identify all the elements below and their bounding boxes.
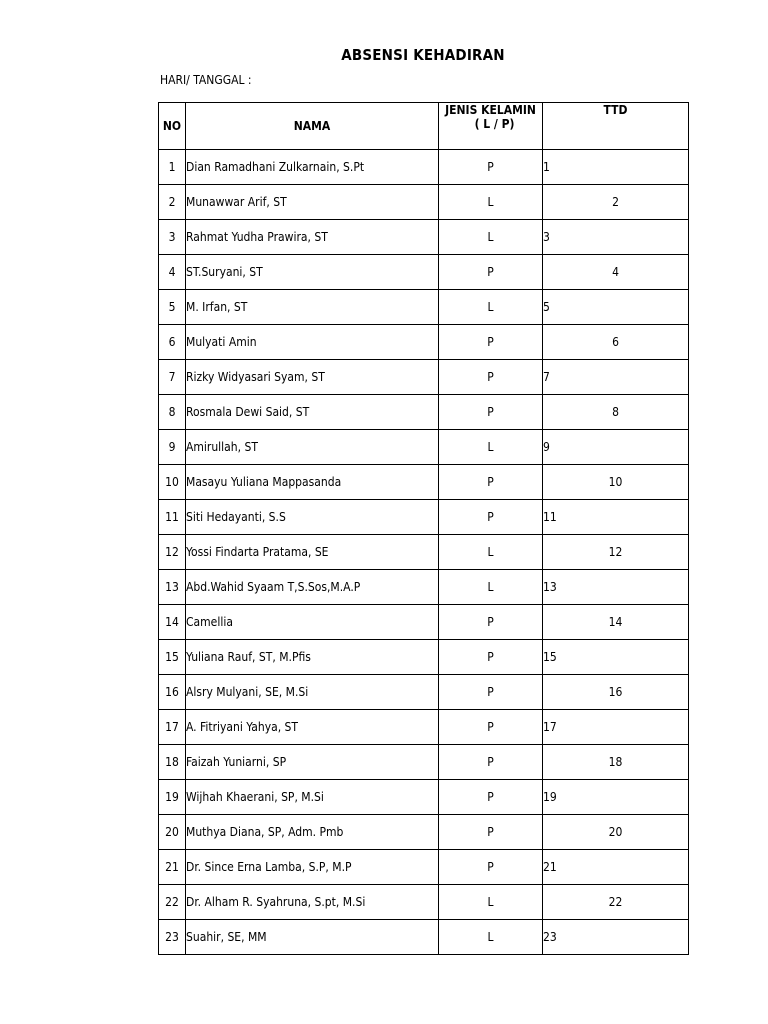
row-number: 22 (159, 885, 186, 920)
table-row (159, 430, 689, 465)
row-gender: L (439, 570, 543, 605)
row-signature: 18 (543, 745, 689, 780)
row-number: 23 (159, 920, 186, 955)
row-signature: 17 (543, 710, 689, 745)
table-row (159, 570, 689, 605)
row-number: 2 (159, 185, 186, 220)
row-number: 4 (159, 255, 186, 290)
row-gender: P (439, 395, 543, 430)
row-gender: P (439, 815, 543, 850)
row-name: Siti Hedayanti, S.S (186, 500, 439, 535)
table-row (159, 710, 689, 745)
row-gender: P (439, 255, 543, 290)
header-jenis-kelamin-line1: JENIS KELAMIN (445, 103, 536, 117)
table-row (159, 185, 689, 220)
table-row (159, 920, 689, 955)
row-number: 21 (159, 850, 186, 885)
row-name: Suahir, SE, MM (186, 920, 439, 955)
row-number: 9 (159, 430, 186, 465)
row-name: Wijhah Khaerani, SP, M.Si (186, 780, 439, 815)
header-jenis-kelamin (439, 103, 543, 150)
table-row (159, 640, 689, 675)
table-row (159, 325, 689, 360)
row-name: Rizky Widyasari Syam, ST (186, 360, 439, 395)
row-number: 8 (159, 395, 186, 430)
row-name: Yossi Findarta Pratama, SE (186, 535, 439, 570)
header-ttd: TTD (543, 103, 689, 150)
header-nama: NAMA (186, 103, 439, 150)
row-gender: P (439, 465, 543, 500)
row-name: Dr. Alham R. Syahruna, S.pt, M.Si (186, 885, 439, 920)
row-name: Muthya Diana, SP, Adm. Pmb (186, 815, 439, 850)
row-signature: 11 (543, 500, 689, 535)
row-number: 18 (159, 745, 186, 780)
row-signature: 21 (543, 850, 689, 885)
row-gender: L (439, 185, 543, 220)
row-name: Mulyati Amin (186, 325, 439, 360)
row-gender: P (439, 360, 543, 395)
row-number: 19 (159, 780, 186, 815)
row-gender: P (439, 745, 543, 780)
row-signature: 20 (543, 815, 689, 850)
row-gender: P (439, 605, 543, 640)
row-name: Faizah Yuniarni, SP (186, 745, 439, 780)
header-no: NO (159, 103, 186, 150)
table-row (159, 465, 689, 500)
row-gender: P (439, 780, 543, 815)
table-row (159, 290, 689, 325)
row-signature: 22 (543, 885, 689, 920)
row-number: 11 (159, 500, 186, 535)
row-gender: P (439, 640, 543, 675)
row-gender: P (439, 150, 543, 185)
row-name: M. Irfan, ST (186, 290, 439, 325)
row-number: 1 (159, 150, 186, 185)
row-gender: L (439, 430, 543, 465)
table-row (159, 815, 689, 850)
row-signature: 23 (543, 920, 689, 955)
row-name: Rosmala Dewi Said, ST (186, 395, 439, 430)
document-title: ABSENSI KEHADIRAN (341, 46, 505, 64)
table-row (159, 850, 689, 885)
row-number: 15 (159, 640, 186, 675)
row-name: Dr. Since Erna Lamba, S.P, M.P (186, 850, 439, 885)
row-number: 3 (159, 220, 186, 255)
row-number: 14 (159, 605, 186, 640)
row-name: Rahmat Yudha Prawira, ST (186, 220, 439, 255)
table-header-row (159, 103, 689, 150)
row-gender: L (439, 535, 543, 570)
row-name: Camellia (186, 605, 439, 640)
table-row (159, 535, 689, 570)
table-row (159, 780, 689, 815)
table-row (159, 500, 689, 535)
row-signature: 4 (543, 255, 689, 290)
row-number: 10 (159, 465, 186, 500)
row-number: 5 (159, 290, 186, 325)
row-name: Yuliana Rauf, ST, M.Pfis (186, 640, 439, 675)
row-signature: 12 (543, 535, 689, 570)
table-row (159, 605, 689, 640)
table-row (159, 150, 689, 185)
row-gender: L (439, 220, 543, 255)
row-gender: P (439, 500, 543, 535)
row-number: 7 (159, 360, 186, 395)
row-gender: L (439, 920, 543, 955)
row-signature: 1 (543, 150, 689, 185)
row-number: 13 (159, 570, 186, 605)
table-row (159, 675, 689, 710)
table-body (159, 150, 689, 955)
header-jenis-kelamin-line2: ( L / P) (474, 117, 515, 131)
row-signature: 5 (543, 290, 689, 325)
row-gender: P (439, 710, 543, 745)
row-signature: 9 (543, 430, 689, 465)
row-signature: 14 (543, 605, 689, 640)
row-number: 17 (159, 710, 186, 745)
row-name: Amirullah, ST (186, 430, 439, 465)
row-number: 6 (159, 325, 186, 360)
row-name: Abd.Wahid Syaam T,S.Sos,M.A.P (186, 570, 439, 605)
row-gender: L (439, 290, 543, 325)
row-signature: 7 (543, 360, 689, 395)
row-signature: 16 (543, 675, 689, 710)
table-row (159, 220, 689, 255)
row-signature: 2 (543, 185, 689, 220)
table-row (159, 885, 689, 920)
row-signature: 10 (543, 465, 689, 500)
row-signature: 3 (543, 220, 689, 255)
table-row (159, 745, 689, 780)
row-gender: P (439, 325, 543, 360)
row-name: Masayu Yuliana Mappasanda (186, 465, 439, 500)
row-signature: 8 (543, 395, 689, 430)
table-row (159, 255, 689, 290)
table-row (159, 395, 689, 430)
attendance-table (158, 102, 689, 955)
date-label: HARI/ TANGGAL : (160, 73, 252, 87)
row-signature: 15 (543, 640, 689, 675)
row-name: Dian Ramadhani Zulkarnain, S.Pt (186, 150, 439, 185)
row-gender: P (439, 675, 543, 710)
row-signature: 6 (543, 325, 689, 360)
row-number: 16 (159, 675, 186, 710)
row-number: 20 (159, 815, 186, 850)
row-signature: 13 (543, 570, 689, 605)
row-name: ST.Suryani, ST (186, 255, 439, 290)
row-gender: P (439, 850, 543, 885)
row-signature: 19 (543, 780, 689, 815)
row-number: 12 (159, 535, 186, 570)
row-name: A. Fitriyani Yahya, ST (186, 710, 439, 745)
row-gender: L (439, 885, 543, 920)
row-name: Alsry Mulyani, SE, M.Si (186, 675, 439, 710)
table-row (159, 360, 689, 395)
row-name: Munawwar Arif, ST (186, 185, 439, 220)
